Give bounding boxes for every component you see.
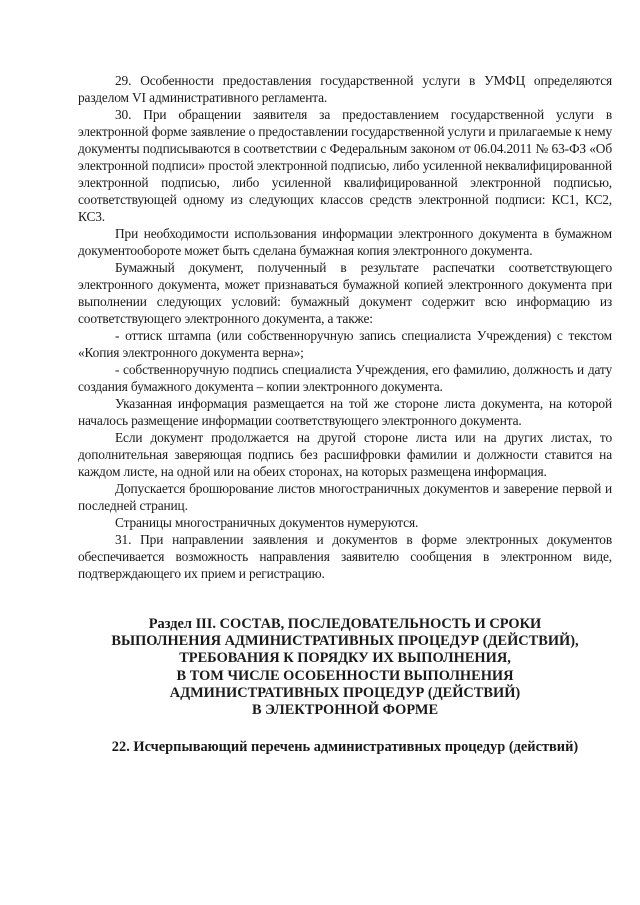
paragraph-paper-document-conditions: Бумажный документ, полученный в результате распечатки соответствующего электронного документа, может признаваться бумажной копией электронного документа при выполнении следующих условий: бумажный документ содержит всю информацию из соответствующего электронного документа, а также: [78,260,612,326]
paragraph-info-placement: Указанная информация размещается на той же стороне листа документа, на которой началось размещение информации соответствующего электронного документа. [78,396,612,428]
section-heading [78,616,612,719]
paragraph-29: 29. Особенности предоставления государственной услуги в УМФЦ определяются разделом VI административного регламента. [78,73,612,105]
paragraph-binding: Допускается брошюрование листов многостраничных документов и заверение первой и последней страниц. [78,481,612,513]
list-item-stamp: - оттиск штампа (или собственноручную запись специалиста Учреждения) с текстом «Копия электронного документа верна»; [78,328,612,360]
section-heading-line: В ЭЛЕКТРОННОЙ ФОРМЕ [251,702,439,719]
paragraph-continuation: Если документ продолжается на другой стороне листа или на других листах, то дополнительная заверяющая подпись без расшифровки фамилии и должности ставится на каждом листе, на одной или на обеих сторонах, на которых размещена информация. [78,430,612,479]
paragraph-30: 30. При обращении заявителя за предоставлением государственной услуги в электронной форме заявление о предоставлении государственной услуги и прилагаемые к нему документы подписываются в соответствии с Федеральным законом от 06.04.2011 № 63-ФЗ «Об электронной подписи» простой электронной подписью, либо усиленной неквалифицированной электронной подписью, либо усиленной квалифицированной электронной подписью, соответствующей одному из следующих классов средств электронной подписи: КС1, КС2, КС3. [78,107,612,224]
section-heading-line: В ТОМ ЧИСЛЕ ОСОБЕННОСТИ ВЫПОЛНЕНИЯ [176,667,514,684]
section-heading-line: ВЫПОЛНЕНИЯ АДМИНИСТРАТИВНЫХ ПРОЦЕДУР (ДЕЙСТВИЙ), [111,633,579,650]
subsection-heading: 22. Исчерпывающий перечень административных процедур (действий) [111,739,579,756]
section-heading-line: ТРЕБОВАНИЯ К ПОРЯДКУ ИХ ВЫПОЛНЕНИЯ, [179,650,511,667]
paragraph-31: 31. При направлении заявления и документов в форме электронных документов обеспечивается возможность направления заявителю сообщения в электронном виде, подтверждающего их прием и регистрацию. [78,532,612,581]
page-content [78,72,612,756]
section-heading-line: Раздел III. СОСТАВ, ПОСЛЕДОВАТЕЛЬНОСТЬ И СРОКИ [148,616,542,632]
list-item-signature: - собственноручную подпись специалиста Учреждения, его фамилию, должность и дату создания бумажного документа – копии электронного документа. [78,362,612,394]
paragraph-paper-copy: При необходимости использования информации электронного документа в бумажном документообороте может быть сделана бумажная копия электронного документа. [78,226,612,258]
paragraph-page-numbering: Страницы многостраничных документов нумеруются. [115,515,419,530]
section-heading-line: АДМИНИСТРАТИВНЫХ ПРОЦЕДУР (ДЕЙСТВИЙ) [169,684,521,701]
